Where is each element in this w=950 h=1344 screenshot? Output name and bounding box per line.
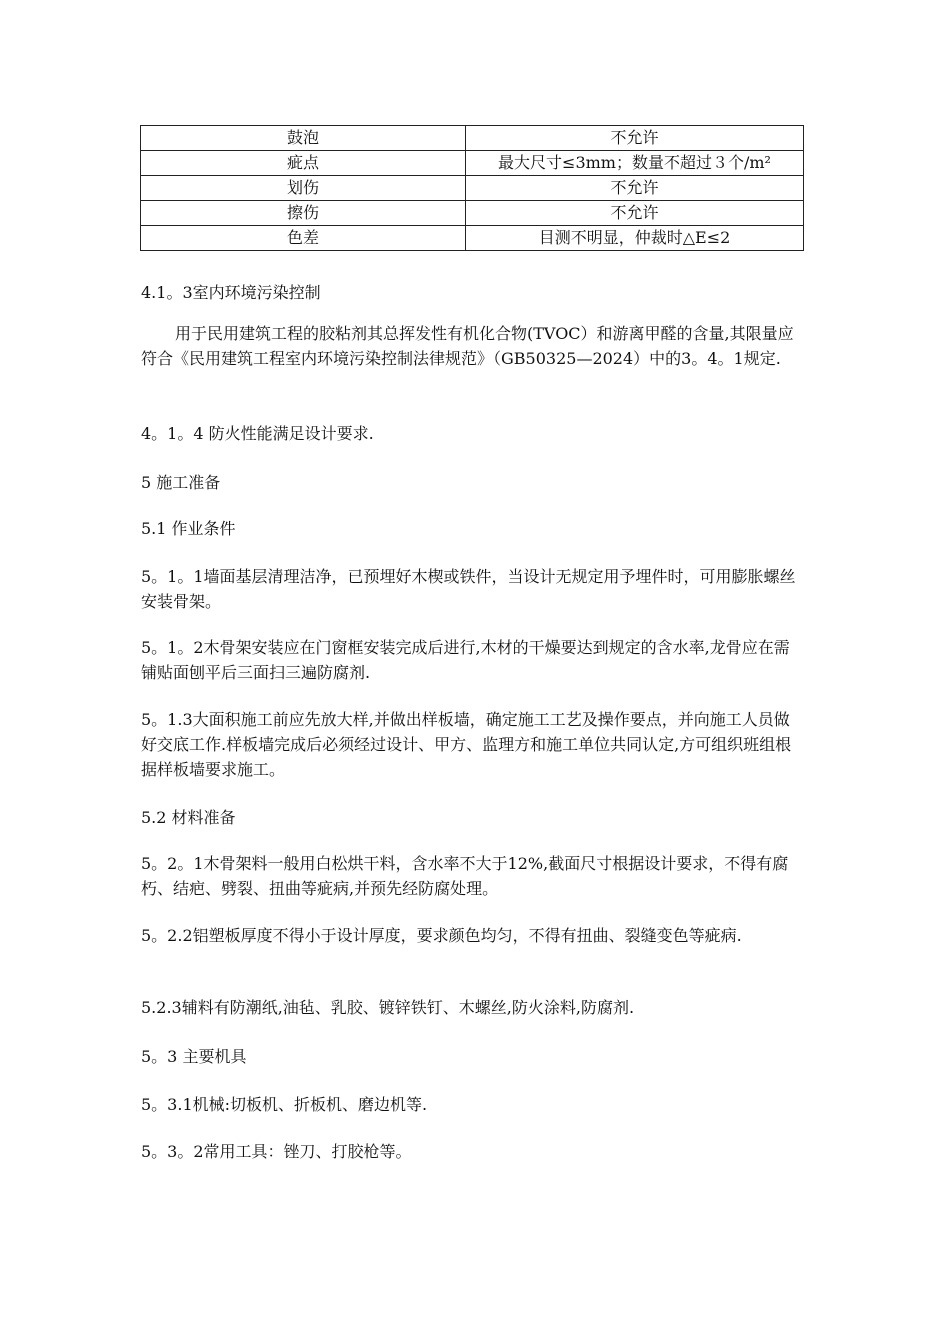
- paragraph-5-1-1: 5。1。1墙面基层清理洁净，已预埋好木楔或铁件，当设计无规定用予埋件时，可用膨胀螺丝安装骨架。: [141, 567, 796, 611]
- table-row: [141, 176, 804, 201]
- paragraph-5-2-3: 5.2.3辅料有防潮纸,油毡、乳胶、镀锌铁钉、木螺丝,防火涂料,防腐剂.: [141, 998, 635, 1017]
- table-cell: 目测不明显，仲裁时△E≤2: [466, 226, 804, 251]
- paragraph-5-3-1: 5。3.1机械:切板机、折板机、磨边机等.: [141, 1095, 428, 1114]
- paragraph-5-1-3: 5。1.3大面积施工前应先放大样,并做出样板墙，确定施工工艺及操作要点，并向施工人员做好交底工作.样板墙完成后必须经过设计、甲方、监理方和施工单位共同认定,方可组织班组根据样板墙要求施工。: [141, 710, 792, 779]
- table-row: [141, 151, 804, 176]
- paragraph-5-3-2: 5。3。2常用工具：锉刀、打胶枪等。: [141, 1142, 412, 1161]
- table-cell: 不允许: [466, 126, 804, 151]
- table-cell: 擦伤: [141, 201, 466, 226]
- table-cell: 最大尺寸≤3mm；数量不超过３个/m²: [466, 151, 804, 176]
- section-heading-4-1-3: 4.1。3室内环境污染控制: [141, 283, 321, 302]
- table-cell: 不允许: [466, 201, 804, 226]
- table-cell: 鼓泡: [141, 126, 466, 151]
- table-row: [141, 201, 804, 226]
- table-cell: 不允许: [466, 176, 804, 201]
- table-row: [141, 226, 804, 251]
- section-heading-5-2: 5.2 材料准备: [141, 808, 236, 827]
- defect-table: [140, 125, 804, 251]
- section-heading-4-1-4: 4。1。4 防火性能满足设计要求.: [141, 424, 374, 443]
- paragraph-5-2-2: 5。2.2铝塑板厚度不得小于设计厚度，要求颜色均匀，不得有扭曲、裂缝变色等疵病.: [141, 926, 742, 945]
- table-cell: 色差: [141, 226, 466, 251]
- section-heading-5: 5 施工准备: [141, 473, 221, 492]
- table-cell: 划伤: [141, 176, 466, 201]
- paragraph-voc-limit: 用于民用建筑工程的胶粘剂其总挥发性有机化合物(TVOC）和游离甲醛的含量,其限量应符合《民用建筑工程室内环境污染控制法律规范》（GB50325—2024）中的3。4。1规定.: [141, 324, 794, 368]
- section-heading-5-1: 5.1 作业条件: [141, 519, 236, 538]
- table-row: [141, 126, 804, 151]
- paragraph-5-1-2: 5。1。2木骨架安装应在门窗框安装完成后进行,木材的干燥要达到规定的含水率,龙骨应在需铺贴面刨平后三面扫三遍防腐剂.: [141, 638, 790, 682]
- paragraph-5-2-1: 5。2。1木骨架料一般用白松烘干料，含水率不大于12%,截面尺寸根据设计要求，不得有腐朽、结疤、劈裂、扭曲等疵病,并预先经防腐处理。: [141, 854, 789, 898]
- section-heading-5-3: 5。3 主要机具: [141, 1047, 247, 1066]
- table-cell: 疵点: [141, 151, 466, 176]
